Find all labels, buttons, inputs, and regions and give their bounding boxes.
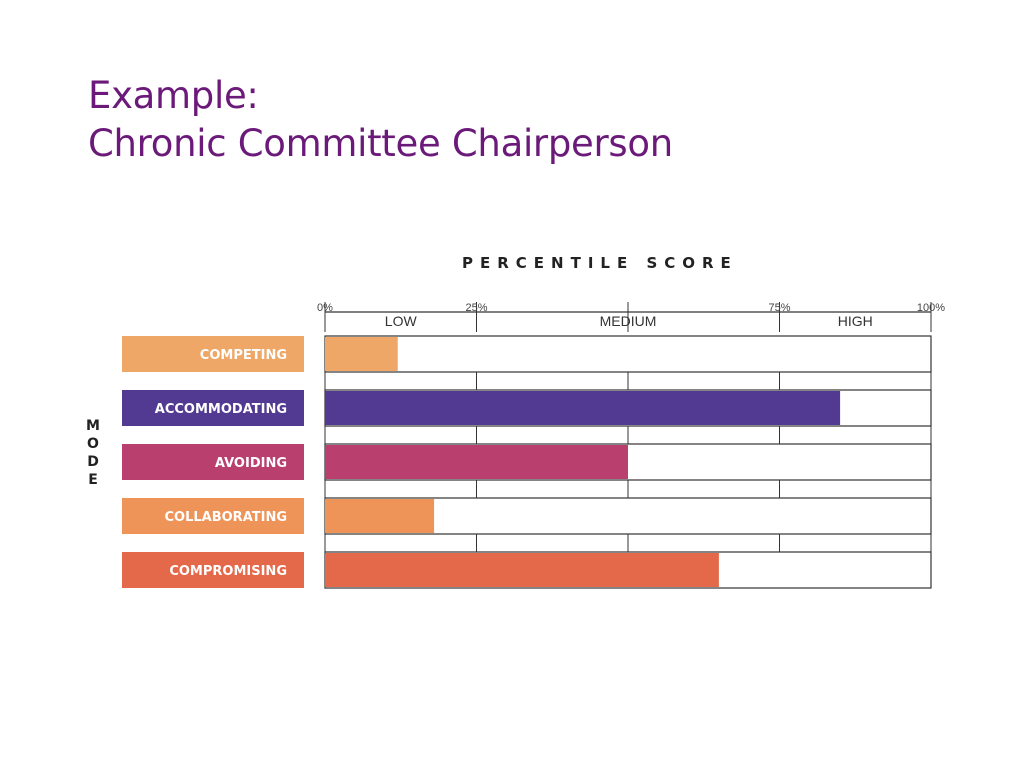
x-tick-label: 0% — [317, 302, 333, 314]
bar-competing — [325, 337, 398, 371]
range-label: HIGH — [837, 313, 873, 329]
range-label: LOW — [384, 313, 417, 329]
slide-title-line-2: Chronic Committee Chairperson — [88, 122, 673, 165]
bar-collaborating — [325, 499, 434, 533]
bar-avoiding — [325, 445, 628, 479]
x-tick-label: 25% — [465, 302, 488, 314]
mode-label: COLLABORATING — [164, 510, 287, 525]
range-label: MEDIUM — [599, 313, 657, 329]
bar-track — [325, 336, 931, 372]
bar-compromising — [325, 553, 719, 587]
bar-accommodating — [325, 391, 840, 425]
y-axis-label-letter: O — [87, 436, 99, 452]
mode-label: COMPETING — [199, 348, 287, 363]
chart-title: PERCENTILE SCORE — [462, 254, 738, 272]
x-tick-label: 75% — [768, 302, 791, 314]
mode-label: ACCOMMODATING — [154, 402, 287, 417]
mode-label: AVOIDING — [214, 456, 287, 471]
y-axis-label-letter: E — [88, 472, 98, 488]
y-axis-label-letter: M — [86, 418, 100, 434]
x-tick-label: 100% — [916, 302, 946, 314]
slide-title-line-1: Example: — [88, 74, 259, 117]
y-axis-label-letter: D — [87, 454, 99, 470]
mode-label: COMPROMISING — [169, 564, 287, 579]
